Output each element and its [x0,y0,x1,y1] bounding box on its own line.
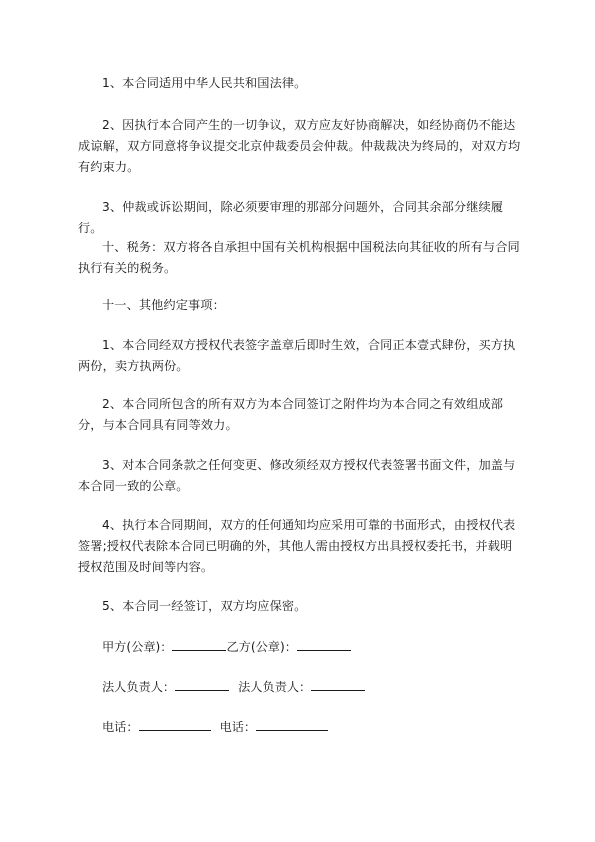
clause-applicable-law: 1、本合同适用中华人民共和国法律。 [102,76,307,90]
legal-rep-b-blank[interactable] [311,676,365,691]
phone-a-label: 电话： [102,720,139,734]
clause-annexes: 2、本合同所包含的所有双方为本合同签订之附件均为本合同之有效组成部分，与本合同具有同等效力。 [78,397,504,432]
section-other-terms-heading: 十一、其他约定事项： [102,298,225,312]
clause-effectiveness: 1、本合同经双方授权代表签字盖章后即时生效，合同正本壹式肆份，买方执两份，卖方执两份。 [78,338,516,373]
phone-a-blank[interactable] [139,716,211,731]
clause-amendments: 3、对本合同条款之任何变更、修改须经双方授权代表签署书面文件，加盖与本合同一致的公章。 [78,458,516,493]
party-a-seal-blank[interactable] [172,636,226,651]
clause-arbitration-period: 3、仲裁或诉讼期间，除必须要审理的那部分问题外，合同其余部分继续履行。 [78,200,504,235]
signature-row-parties [102,636,351,658]
clause-taxes: 十、税务：双方将各自承担中国有关机构根据中国税法向其征收的所有与合同执行有关的税务。 [78,240,520,275]
party-b-label: 乙方(公章)： [226,640,297,654]
party-a-label: 甲方(公章)： [102,640,173,654]
clause-confidentiality: 5、本合同一经签订，双方均应保密。 [102,599,307,613]
phone-b-blank[interactable] [256,716,328,731]
signature-row-phones [102,716,328,738]
legal-rep-b-label: 法人负责人： [238,680,312,694]
clause-dispute-resolution: 2、因执行本合同产生的一切争议，双方应友好协商解决，如经协商仍不能达成谅解，双方同意将争议提交北京仲裁委员会仲裁。仲裁裁决为终局的，对双方均有约束力。 [78,118,521,174]
clause-notices: 4、执行本合同期间，双方的任何通知均应采用可靠的书面形式，由授权代表签署;授权代表除本合同已明确的外，其他人需由授权方出具授权委托书，并载明授权范围及时间等内容。 [78,518,516,574]
legal-rep-a-blank[interactable] [175,676,229,691]
party-b-seal-blank[interactable] [297,636,351,651]
signature-row-legal-reps [102,676,365,698]
legal-rep-a-label: 法人负责人： [102,680,176,694]
phone-b-label: 电话： [219,720,257,734]
